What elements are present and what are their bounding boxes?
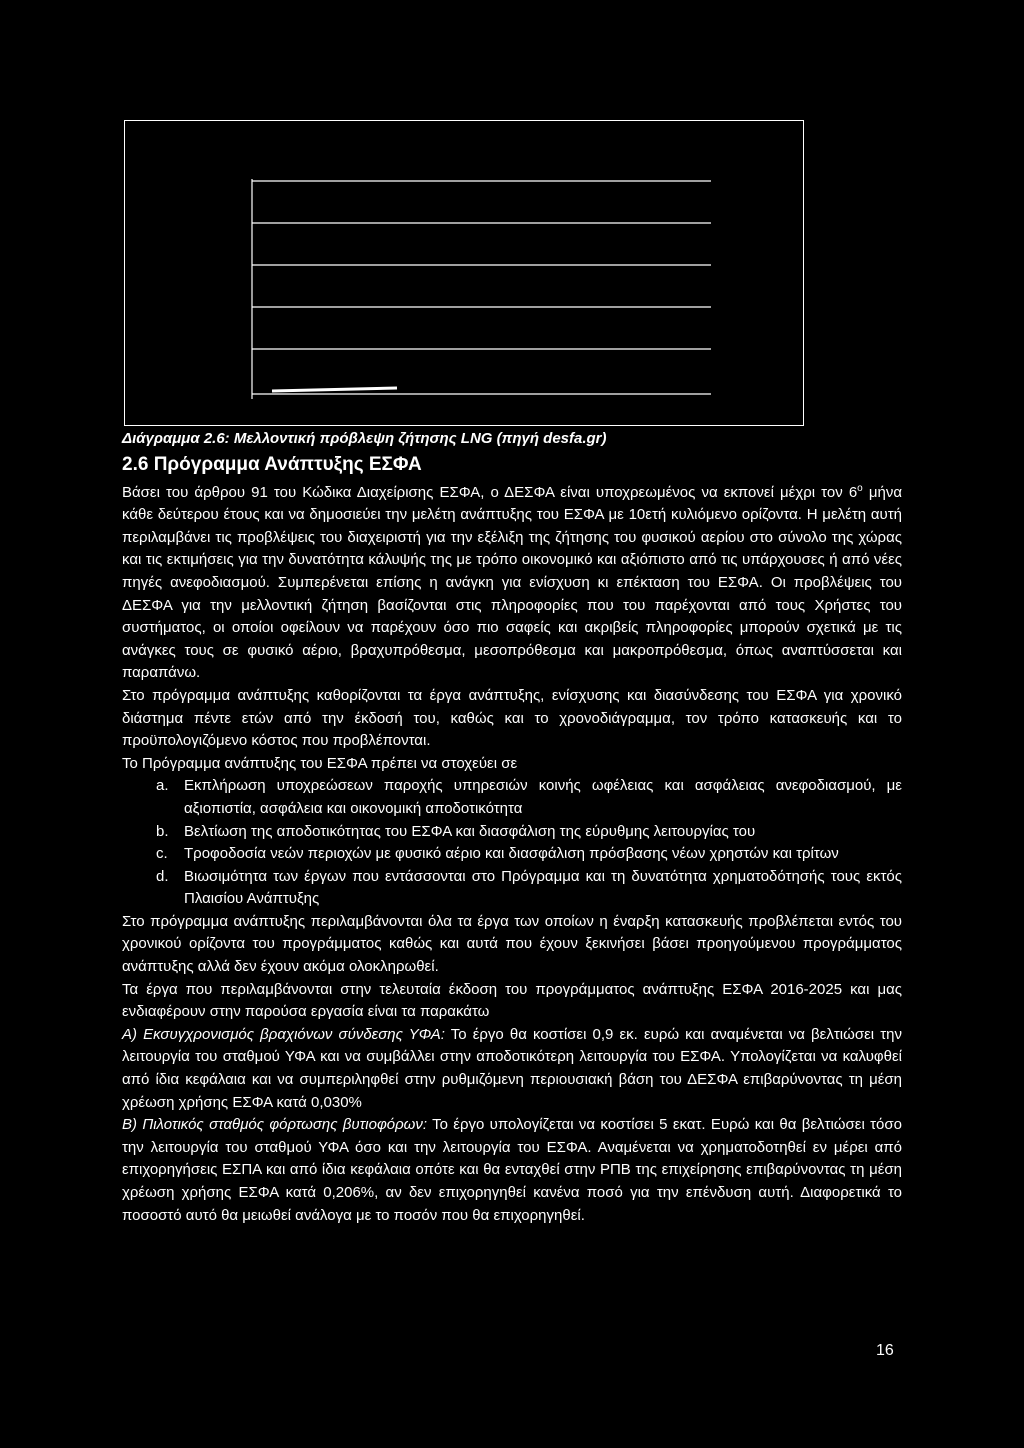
- chart-figure: [124, 120, 804, 426]
- p1-superscript: ο: [857, 482, 863, 494]
- p1-text-b: μήνα κάθε δεύτερου έτους και να δημοσιεύει την μελέτη ανάπτυξης του ΕΣΦΑ με 10ετή κυλιόμενο ορίζοντα. Η μελέτη αυτή περιλαμβάνει τις προβλέψεις του διαχειριστή για την εξέλιξη της ζήτησης του φυσικού αερίου στο σύνολο της χώρας και τις εκτιμήσεις για την δυνατότητα κάλυψής της με τρόπο οικονομικό και αξιόπιστο από τις υπάρχουσες ή από νέες πηγές ανεφοδιασμού. Συμπερένεται επίσης η ανάγκη για ενίσχυση κι επέκταση του ΕΣΦΑ. Οι προβλέψεις του ΔΕΣΦΑ για την μελλοντική ζήτηση βασίζονται στις πληροφορίες που του παρέχονται από τους Χρήστες του συστήματος, οι οποίοι οφείλουν να παρέχουν όσο πιο σαφείς και ακριβείς πληροφορίες μπορούν σχετικά με τις ανάγκες τους σε φυσικό αέριο, βραχυπρόθεσμα, μεσοπρόθεσμα και μακροπρόθεσμα, όπως αναπτύσσεται και παραπάνω.: [122, 483, 902, 682]
- chart-svg: [125, 121, 805, 427]
- figure-caption: Διάγραμμα 2.6: Μελλοντική πρόβλεψη ζήτησης LNG (πηγή desfa.gr): [122, 430, 607, 447]
- paragraph-projects-intro: Τα έργα που περιλαμβάνονται στην τελευταία έκδοση του προγράμματος ανάπτυξης ΕΣΦΑ 2016-2025 και μας ενδιαφέρουν στην παρούσα εργασία είναι τα παρακάτω: [122, 980, 902, 1021]
- chart-series-line: [272, 388, 397, 391]
- project-b-text: Το έργο υπολογίζεται να κοστίσει 5 εκατ. Ευρώ και θα βελτιώσει τόσο την λειτουργία του σταθμού ΥΦΑ όσο και την λειτουργία του ΕΣΦΑ. Αναμένεται να χρηματοδοτηθεί εν μέρει από επιχορηγήσεις ΕΣΠΑ και από ίδια κεφάλαια οπότε και θα ενταχθεί στην ΡΠΒ της επιχείρησης επιβαρύνοντας τη μέση χρέωση χρήσης ΕΣΦΑ κατά 0,206%, αν δεν επιχορηγηθεί κανένα ποσό για την επένδυση αυτή. Διαφορετικά το ποσοστό αυτό θα μειωθεί ανάλογα με το ποσόν που θα επιχορηγηθεί.: [122, 1116, 902, 1224]
- paragraph-program-scope: Στο πρόγραμμα ανάπτυξης καθορίζονται τα έργα ανάπτυξης, ενίσχυσης και διασύνδεσης του ΕΣΦΑ για χρονικό διάστημα πέντε ετών από την έκδοσή του, καθώς και το χρονοδιάγραμμα, τον τρόπο κατασκευής και το προϋπολογιζόμενο κόστος που προβλέπονται.: [122, 686, 902, 750]
- list-marker: b.: [156, 822, 169, 840]
- project-a-text: Το έργο θα κοστίσει 0,9 εκ. ευρώ και αναμένεται να βελτιώσει την λειτουργία του σταθμού ΥΦΑ και να συμβάλλει στην αποδοτικότερη λειτουργία του ΕΣΦΑ. Υπολογίζεται να καλυφθεί από ίδια κεφάλαια και να συμπεριληφθεί στην ρυθμιζόμενη περιουσιακή βάση του ΔΕΣΦΑ επιβαρύνοντας τη μέση χρέωση χρήσης ΕΣΦΑ κατά 0,030%: [122, 1025, 902, 1111]
- goals-list: [122, 775, 902, 911]
- list-item-text: Βελτίωση της αποδοτικότητας του ΕΣΦΑ και διασφάλιση της εύρυθμης λειτουργίας του: [184, 822, 756, 840]
- page-number: 16: [876, 1342, 894, 1359]
- paragraph-project-b: [122, 1114, 902, 1227]
- list-item: [122, 843, 902, 866]
- document-body: [122, 428, 902, 1227]
- list-item-text: Βιωσιμότητα των έργων που εντάσσονται στο Πρόγραμμα και τη δυνατότητα χρηματοδότησής τους εκτός Πλαισίου Ανάπτυξης: [184, 867, 902, 908]
- section-title: 2.6 Πρόγραμμα Ανάπτυξης ΕΣΦΑ: [122, 453, 422, 475]
- paragraph-included-projects: Στο πρόγραμμα ανάπτυξης περιλαμβάνονται όλα τα έργα των οποίων η έναρξη κατασκευής προβλέπεται εντός του χρονικού ορίζοντα του προγράμματος καθώς και αυτά που έχουν ξεκινήσει βάσει προηγούμενου προγράμματος ανάπτυξης αλλά δεν έχουν ακόμα ολοκληρωθεί.: [122, 912, 902, 976]
- list-marker: c.: [156, 845, 168, 863]
- project-b-label: Β) Πιλοτικός σταθμός φόρτωσης βυτιοφόρων:: [122, 1116, 428, 1134]
- list-marker: d.: [156, 867, 169, 885]
- list-item: [122, 775, 902, 820]
- p1-text-a: Βάσει του άρθρου 91 του Κώδικα Διαχείρισης ΕΣΦΑ, ο ΔΕΣΦΑ είναι υποχρεωμένος να εκπονεί μέχρι τον 6: [122, 483, 858, 501]
- list-item-text: Εκπλήρωση υποχρεώσεων παροχής υπηρεσιών κοινής ωφέλειας και ασφάλειας ανεφοδιασμού, με αξιοπιστία, ασφάλεια και οικονομική αποδοτικότητα: [184, 777, 902, 817]
- list-item: [122, 866, 902, 911]
- list-item-text: Τροφοδοσία νεών περιοχών με φυσικό αέριο και διασφάλιση πρόσβασης νέων χρηστών και τρίτων: [184, 845, 839, 863]
- paragraph-development-study: [122, 478, 902, 685]
- list-marker: a.: [156, 777, 169, 795]
- paragraph-program-goals-intro: Το Πρόγραμμα ανάπτυξης του ΕΣΦΑ πρέπει να στοχεύει σε: [122, 754, 518, 772]
- list-item: [122, 821, 902, 844]
- project-a-label: Α) Εκσυγχρονισμός βραχιόνων σύνδεσης ΥΦΑ:: [122, 1025, 445, 1043]
- paragraph-project-a: [122, 1024, 902, 1114]
